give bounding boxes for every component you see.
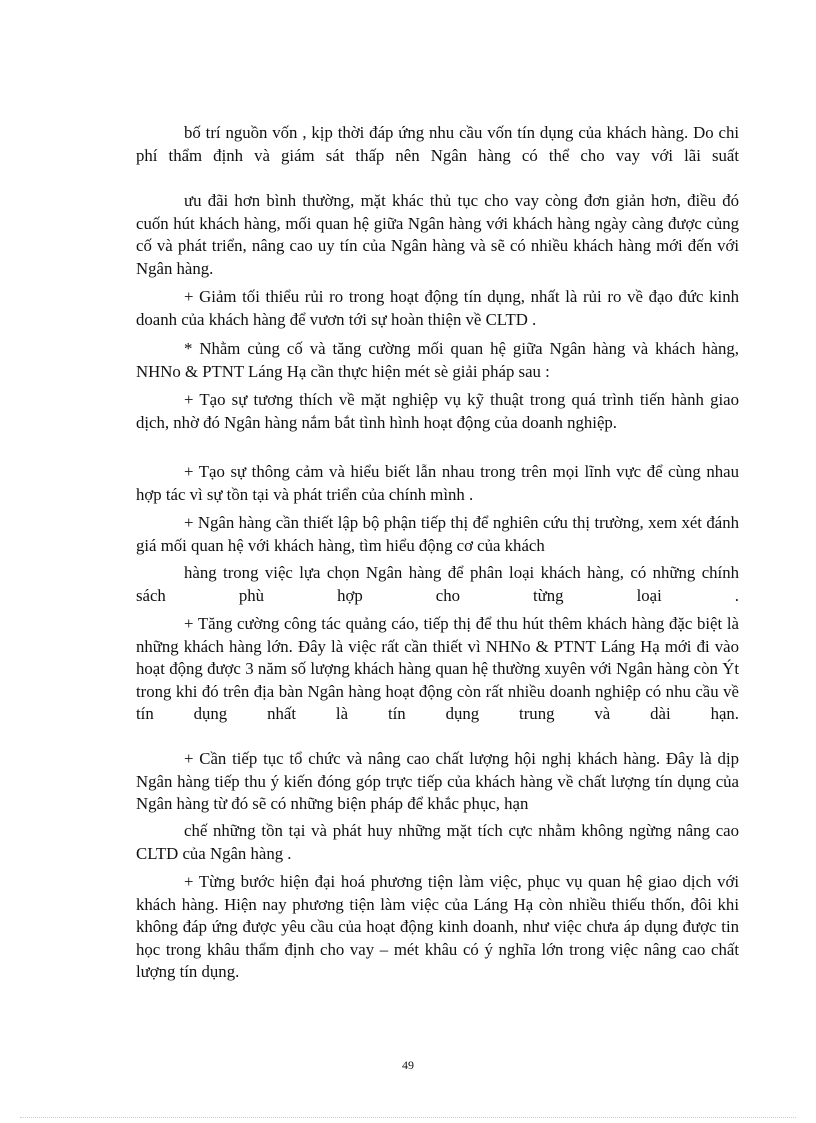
- paragraph-8: hàng trong việc lựa chọn Ngân hàng để phân loại khách hàng, có những chính sách phù hợp cho từng loại .: [136, 563, 739, 605]
- paragraph-9: + Tăng cường công tác quảng cáo, tiếp thị để thu hút thêm khách hàng đặc biệt là những khách hàng lớn. Đây là việc rất cần thiết vì NHNo & PTNT Láng Hạ mới đi vào hoạt động được 3 năm số lượng khách hàng quan hệ thường xuyên với Ngân hàng còn Ýt trong khi đó trên địa bàn Ngân hàng hoạt động còn rất nhiều doanh nghiệp có nhu cầu về tín dụng nhất là tín dụng trung và dài hạn.: [136, 614, 739, 724]
- paragraph-6: + Tạo sự thông cảm và hiểu biết lẫn nhau trong trên mọi lĩnh vực để cùng nhau hợp tác vì sự tồn tại và phát triển của chính mình .: [136, 462, 739, 504]
- paragraph-7: + Ngân hàng cần thiết lập bộ phận tiếp thị để nghiên cứu thị trường, xem xét đánh giá mối quan hệ với khách hàng, tìm hiểu động cơ của khách: [136, 513, 739, 555]
- paragraph-11: chế những tồn tại và phát huy những mặt tích cực nhằm không ngừng nâng cao CLTD của Ngân hàng .: [136, 821, 739, 863]
- page-number: 49: [402, 1058, 414, 1072]
- paragraph-1: bố trí nguồn vốn , kịp thời đáp ứng nhu cầu vốn tín dụng của khách hàng. Do chi phí thẩm định và giám sát thấp nên Ngân hàng có thể cho vay với lãi suất: [136, 123, 739, 165]
- paragraph-10: + Cần tiếp tục tổ chức và nâng cao chất lượng hội nghị khách hàng. Đây là dịp Ngân hàng tiếp thu ý kiến đóng góp trực tiếp của khách hàng về chất lượng tín dụng của Ngân hàng từ đó sẽ có những biện pháp để khắc phục, hạn: [136, 749, 739, 814]
- paragraph-3: + Giảm tối thiểu rủi ro trong hoạt động tín dụng, nhất là rủi ro về đạo đức kinh doanh của khách hàng để vươn tới sự hoàn thiện về CLTD .: [136, 287, 739, 329]
- paragraph-12: + Từng bước hiện đại hoá phương tiện làm việc, phục vụ quan hệ giao dịch với khách hàng. Hiện nay phương tiện làm việc của Láng Hạ còn nhiều thiếu thốn, đôi khi không đáp ứng được yêu cầu của hoạt động kinh doanh, như việc chưa áp dụng được tin học trong khâu thẩm định cho vay – mét khâu có ý nghĩa lớn trong việc nâng cao chất lượng tín dụng.: [136, 872, 739, 982]
- paragraph-2: ưu đãi hơn bình thường, mặt khác thủ tục cho vay còng đơn giản hơn, điều đó cuốn hút khách hàng, mối quan hệ giữa Ngân hàng với khách hàng ngày càng được củng cố và phát triển, nâng cao uy tín của Ngân hàng và sẽ có nhiều khách hàng mới đến với Ngân hàng.: [136, 191, 739, 278]
- paragraph-5: + Tạo sự tương thích về mặt nghiệp vụ kỹ thuật trong quá trình tiến hành giao dịch, nhờ đó Ngân hàng nắm bắt tình hình hoạt động của doanh nghiệp.: [136, 390, 739, 432]
- page-bottom-divider: [20, 1117, 796, 1118]
- paragraph-4: * Nhằm củng cố và tăng cường mối quan hệ giữa Ngân hàng và khách hàng, NHNo & PTNT Láng Hạ cần thực hiện mét sè giải pháp sau :: [136, 339, 739, 381]
